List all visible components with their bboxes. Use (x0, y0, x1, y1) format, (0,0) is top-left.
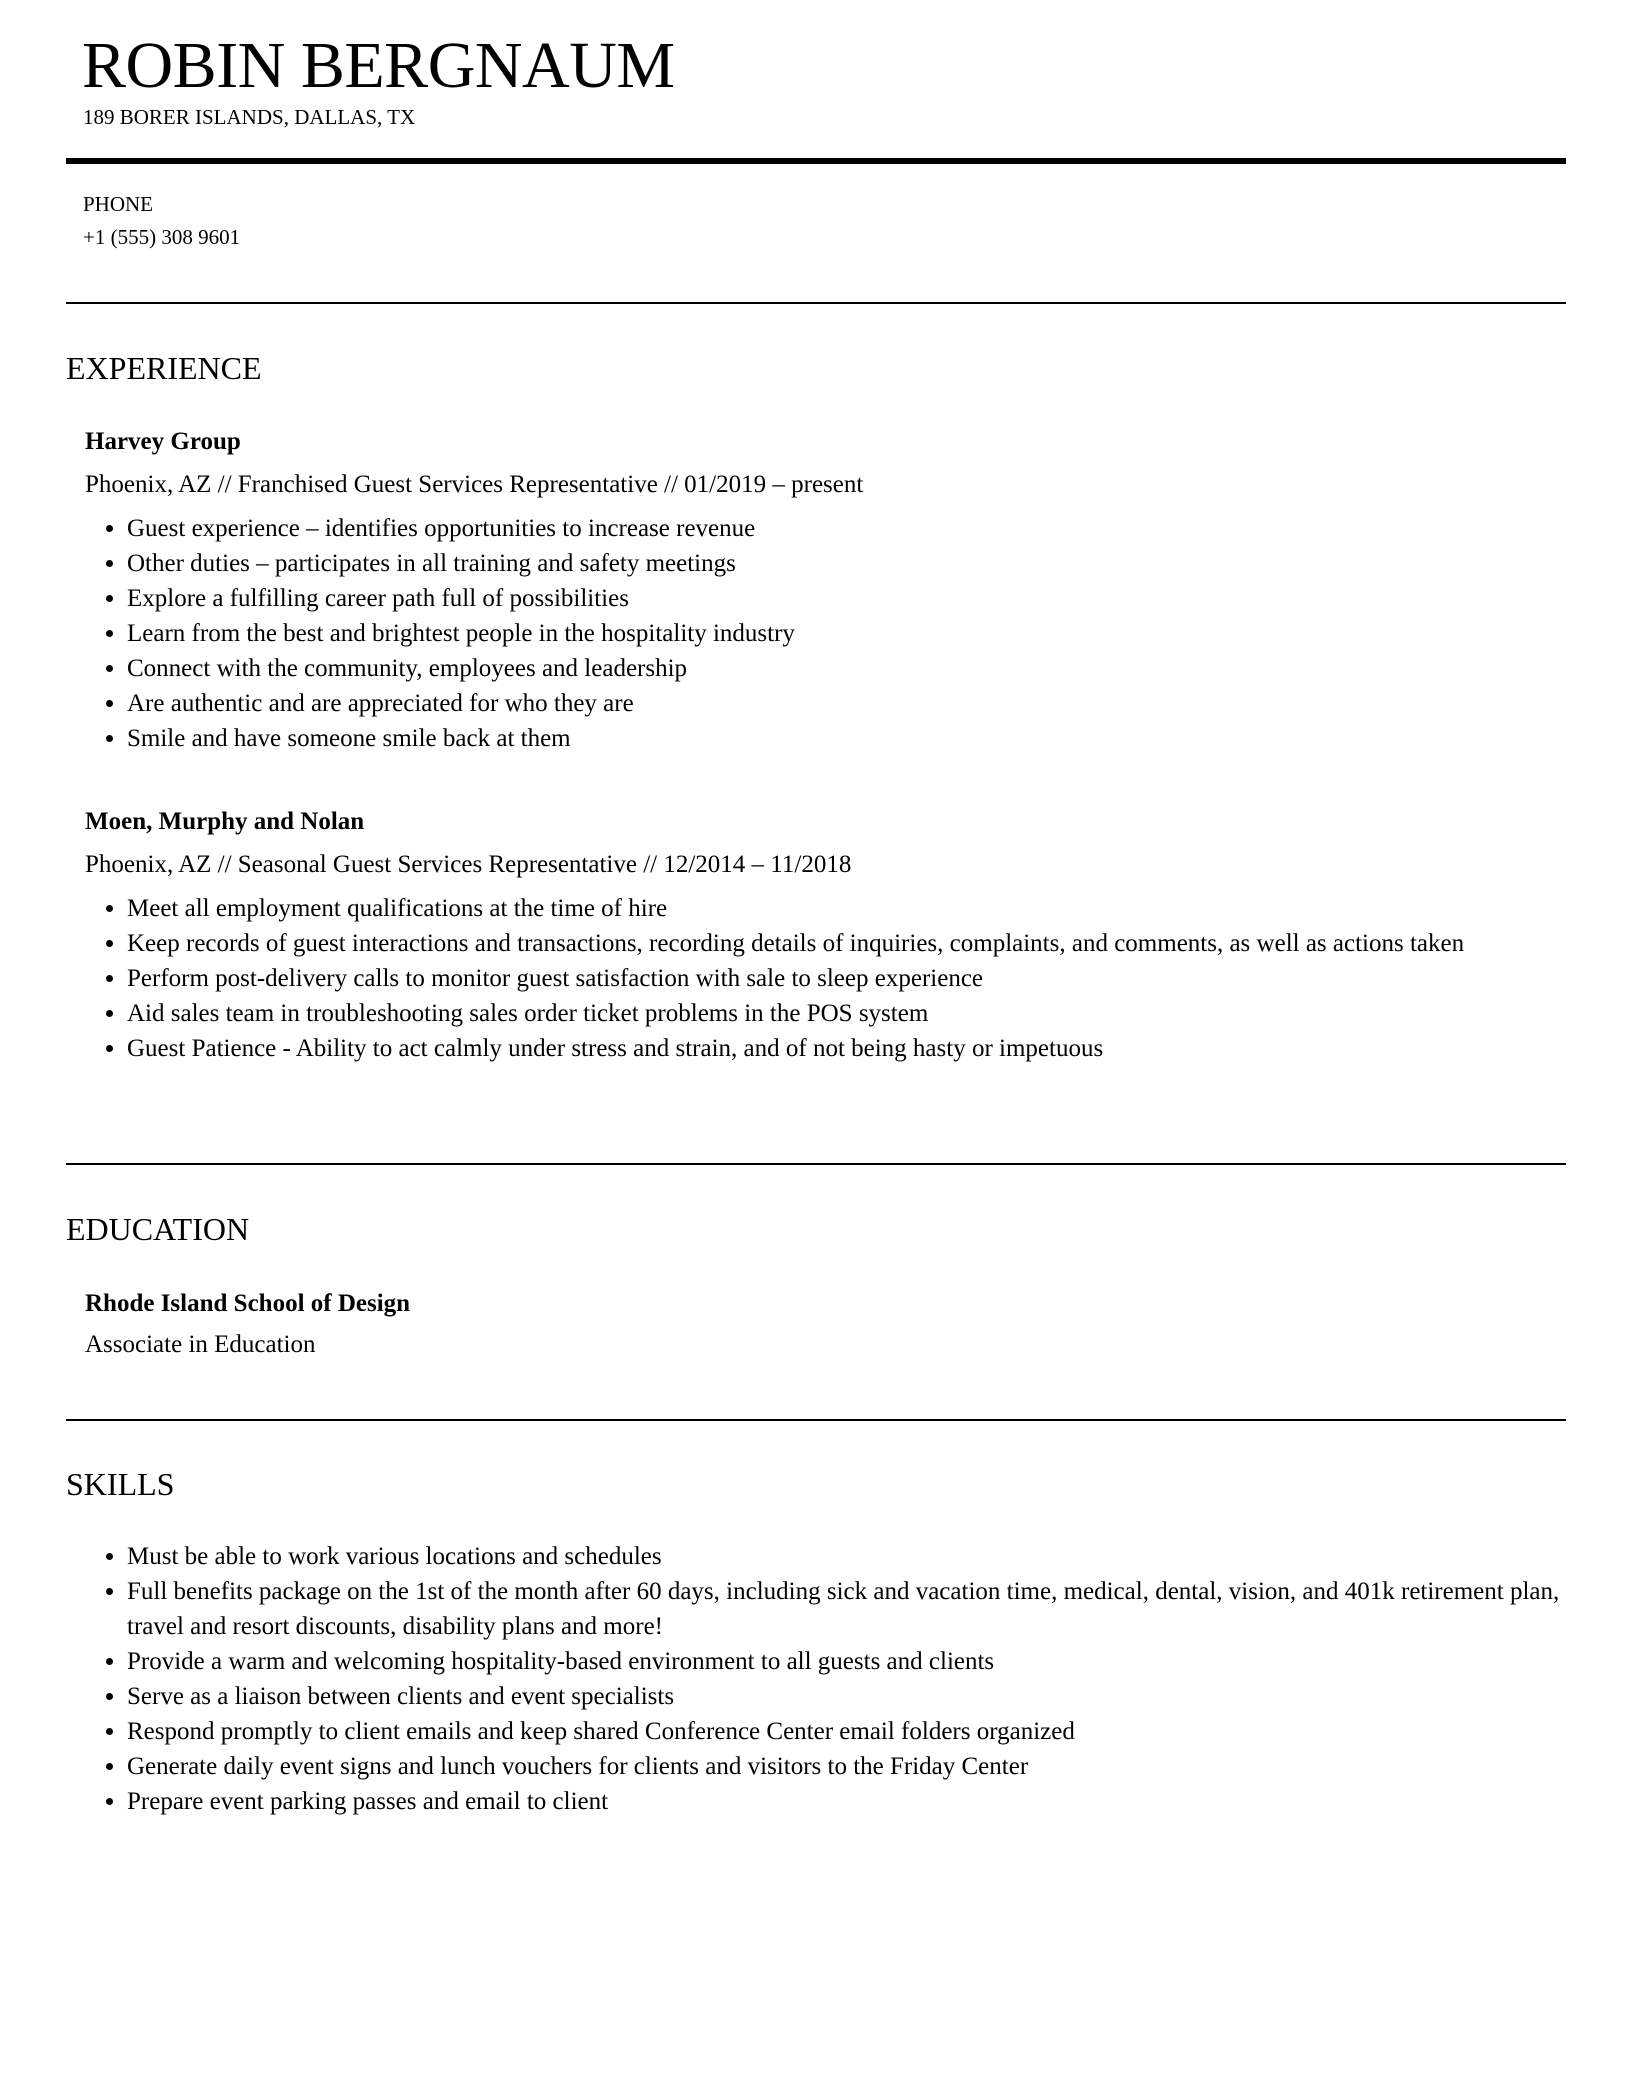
list-item: • Explore a fulfilling career path full of possibilities (127, 581, 1565, 616)
degree: Associate in Education (85, 1331, 316, 1358)
section-divider (66, 1419, 1566, 1421)
candidate-name: ROBIN BERGNAUM (82, 29, 675, 102)
company-name: Moen, Murphy and Nolan (85, 808, 365, 835)
job-bullets (85, 891, 1565, 1066)
list-item: • Guest experience – identifies opportunities to increase revenue (127, 511, 1565, 546)
list-item: • Are authentic and are appreciated for who they are (127, 686, 1565, 721)
list-item: • Other duties – participates in all training and safety meetings (127, 546, 1565, 581)
job-entry (85, 804, 1565, 1066)
list-item: • Serve as a liaison between clients and event specialists (127, 1679, 1565, 1714)
list-item: • Must be able to work various locations and schedules (127, 1539, 1565, 1574)
section-divider (66, 302, 1566, 304)
company-name: Harvey Group (85, 428, 241, 455)
section-divider (66, 1163, 1566, 1165)
list-item: • Provide a warm and welcoming hospitality-based environment to all guests and clients (127, 1644, 1565, 1679)
list-item: • Meet all employment qualifications at the time of hire (127, 891, 1565, 926)
list-item: • Full benefits package on the 1st of the month after 60 days, including sick and vacation time, medical, dental, vision, and 401k retirement plan, travel and resort discounts, disability plans and more! (127, 1574, 1565, 1644)
experience-heading: EXPERIENCE (66, 350, 262, 386)
list-item: • Keep records of guest interactions and transactions, recording details of inquiries, complaints, and comments, as well as actions taken (127, 926, 1565, 961)
list-item: • Prepare event parking passes and email to client (127, 1784, 1565, 1819)
skills-heading: SKILLS (66, 1466, 175, 1502)
address: 189 BORER ISLANDS, DALLAS, TX (83, 105, 416, 129)
education-heading: EDUCATION (66, 1211, 250, 1247)
list-item: • Smile and have someone smile back at them (127, 721, 1565, 756)
list-item: • Guest Patience - Ability to act calmly under stress and strain, and of not being hasty or impetuous (127, 1031, 1565, 1066)
school-name: Rhode Island School of Design (85, 1290, 411, 1317)
list-item: • Perform post-delivery calls to monitor guest satisfaction with sale to sleep experience (127, 961, 1565, 996)
phone-label: PHONE (83, 192, 154, 216)
list-item: • Generate daily event signs and lunch vouchers for clients and visitors to the Friday Center (127, 1749, 1565, 1784)
list-item: • Respond promptly to client emails and keep shared Conference Center email folders organized (127, 1714, 1565, 1749)
list-item: • Connect with the community, employees and leadership (127, 651, 1565, 686)
header-divider (66, 158, 1566, 164)
list-item: • Learn from the best and brightest people in the hospitality industry (127, 616, 1565, 651)
job-details: Phoenix, AZ // Franchised Guest Services Representative // 01/2019 – present (85, 471, 864, 498)
job-bullets (85, 511, 1565, 756)
job-entry (85, 424, 1565, 756)
education-entry (85, 1286, 1565, 1362)
skills-list (85, 1539, 1565, 1819)
phone-number: +1 (555) 308 9601 (83, 225, 241, 249)
job-details: Phoenix, AZ // Seasonal Guest Services Representative // 12/2014 – 11/2018 (85, 851, 852, 878)
list-item: • Aid sales team in troubleshooting sales order ticket problems in the POS system (127, 996, 1565, 1031)
